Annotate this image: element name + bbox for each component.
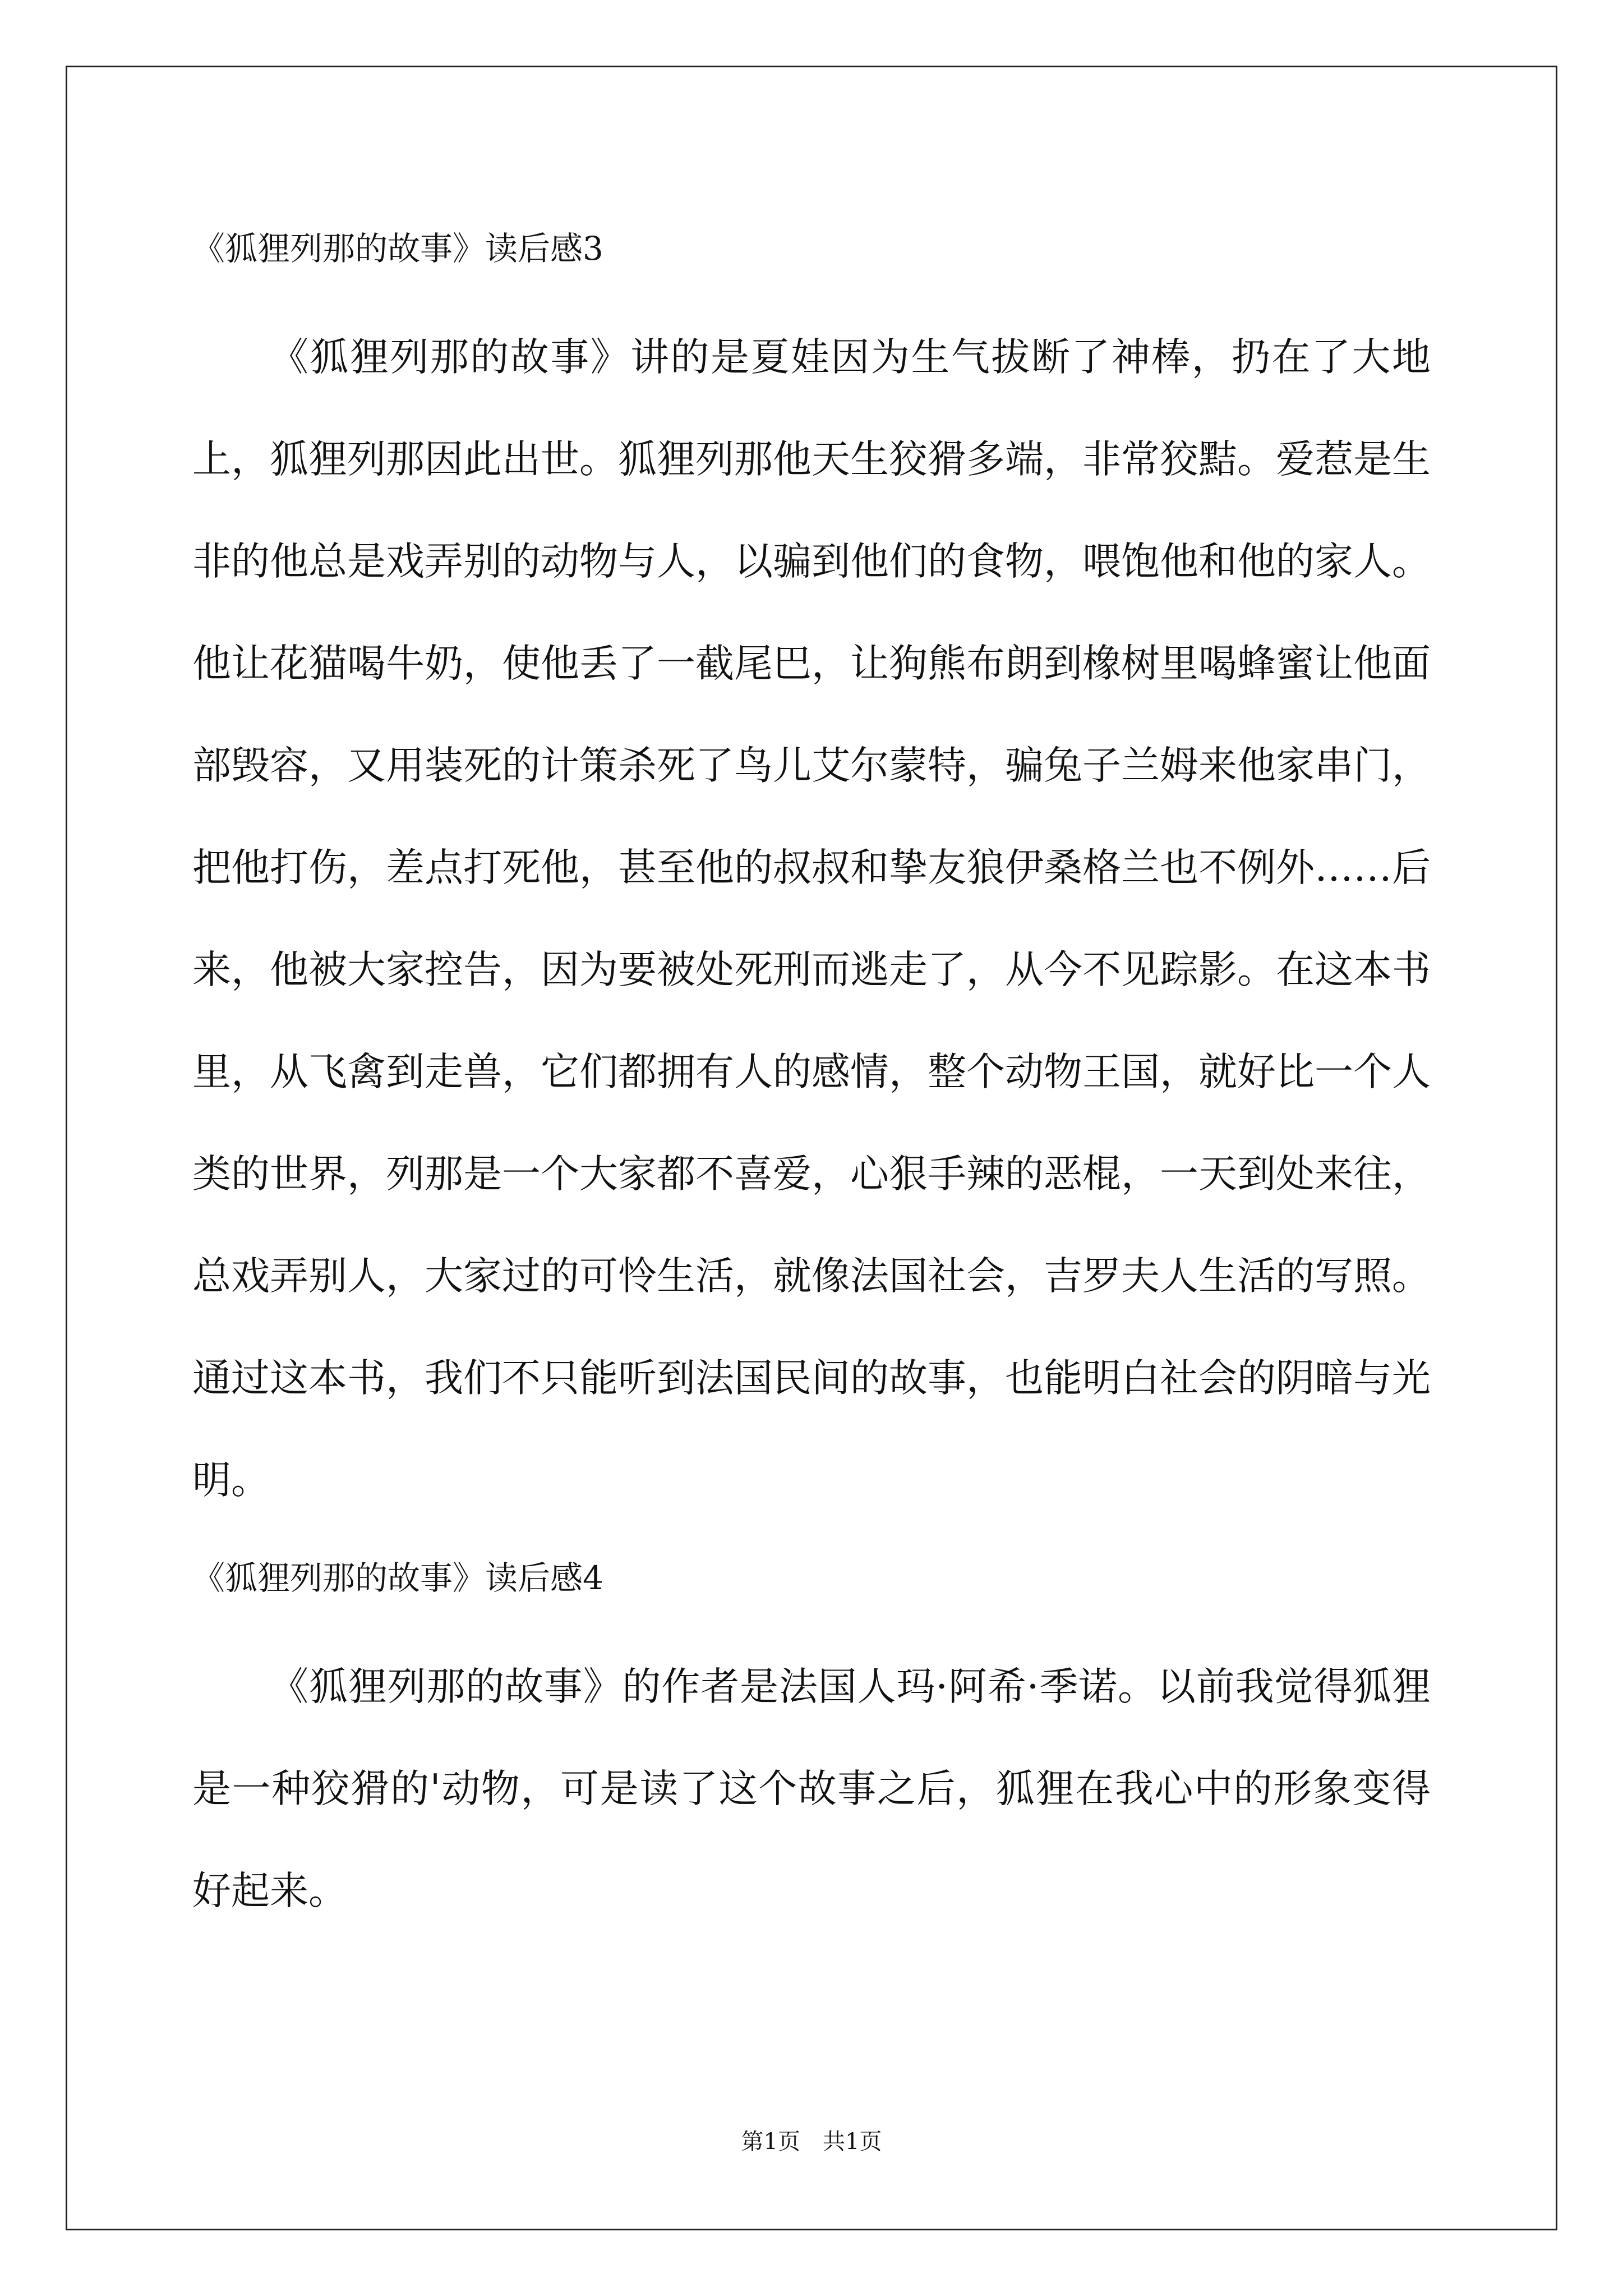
document-body: [192, 213, 1431, 1942]
page-number-footer: 第1页 共1页: [741, 2129, 882, 2155]
section-review-3: [192, 213, 1431, 1531]
paragraph: 《狐狸列那的故事》的作者是法国人玛·阿希·季诺。以前我觉得狐狸是一种狡猾的'动物，可是读了这个故事之后，狐狸在我心中的形象变得好起来。: [192, 1664, 1431, 1913]
section-title: 《狐狸列那的故事》读后感4: [192, 1559, 603, 1597]
section-title: 《狐狸列那的故事》读后感3: [192, 229, 603, 268]
section-review-4: [192, 1543, 1431, 1942]
section-divider: [192, 1531, 1431, 1543]
paragraph: 《狐狸列那的故事》讲的是夏娃因为生气拔断了神棒，扔在了大地上，狐狸列那因此出世。狐狸列那他天生狡猾多端，非常狡黠。爱惹是生非的他总是戏弄别的动物与人，以骗到他们的食物，喂饱他和他的家人。他让花猫喝牛奶，使他丢了一截尾巴，让狗熊布朗到橡树里喝蜂蜜让他面部毁容，又用装死的计策杀死了鸟儿艾尔蒙特，骗兔子兰姆来他家串门，把他打伤，差点打死他，甚至他的叔叔和挚友狼伊桑格兰也不例外……后来，他被大家控告，因为要被处死刑而逃走了，从今不见踪影。在这本书里，从飞禽到走兽，它们都拥有人的感情，整个动物王国，就好比一个人类的世界，列那是一个大家都不喜爱，心狠手辣的恶棍，一天到处来往，总戏弄别人，大家过的可怜生活，就像法国社会，吉罗夫人生活的写照。通过这本书，我们不只能听到法国民间的故事，也能明白社会的阴暗与光明。: [192, 335, 1431, 1503]
